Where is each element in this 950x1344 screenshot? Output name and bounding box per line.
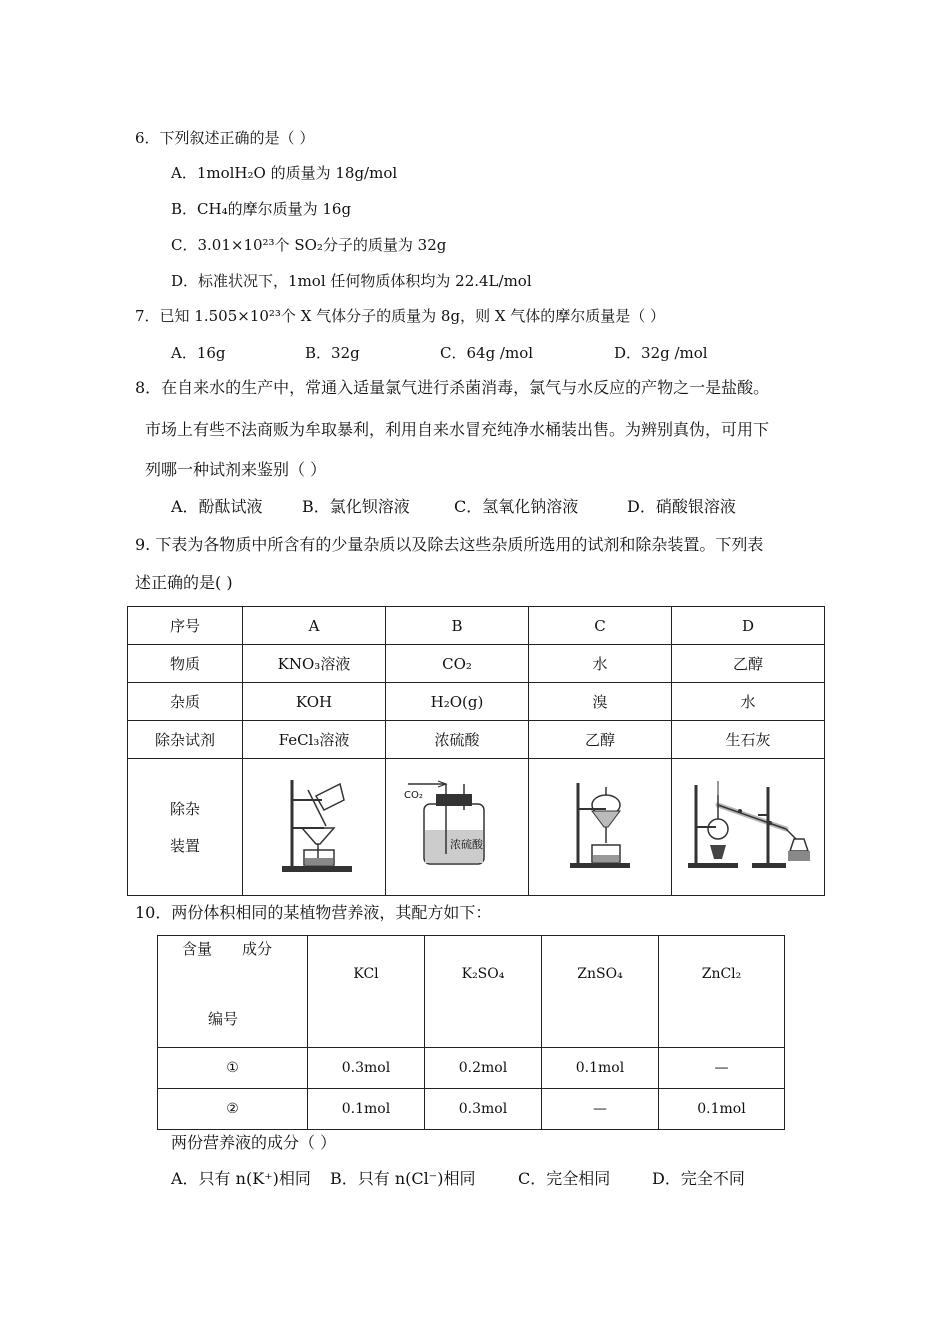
q10-cell: 0.1mol xyxy=(308,1089,425,1130)
q9-cell: 溴 xyxy=(529,683,672,721)
q10-cell: 0.2mol xyxy=(425,1048,542,1089)
q9-cell: 乙醇 xyxy=(672,645,825,683)
separatory-funnel-diagram xyxy=(550,775,650,875)
q9-row-apparatus xyxy=(128,759,825,896)
q6-option-d: D．标准状况下，1mol 任何物质体积均为 22.4L/mol xyxy=(171,272,532,290)
q6-stem: 6．下列叙述正确的是（ ） xyxy=(135,129,315,147)
q9-cell: KOH xyxy=(243,683,386,721)
co2-gas-label: CO₂ xyxy=(404,790,423,801)
q10-col-header: K₂SO₄ xyxy=(425,936,542,1048)
q9-line-2: 述正确的是( ) xyxy=(135,573,233,592)
q10-row-id: ② xyxy=(158,1089,308,1130)
q9-cell: H₂O(g) xyxy=(386,683,529,721)
q6-option-c: C．3.01×10²³个 SO₂分子的质量为 32g xyxy=(171,236,447,254)
q9-row-reagent xyxy=(128,721,825,759)
q9-header-cell: A xyxy=(243,607,386,645)
q10-cell: 0.3mol xyxy=(308,1048,425,1089)
q10-col-header: KCl xyxy=(308,936,425,1048)
q10-cell: 0.3mol xyxy=(425,1089,542,1130)
q9-row-substance xyxy=(128,645,825,683)
q10-cell: 0.1mol xyxy=(659,1089,785,1130)
q9-cell: 浓硫酸 xyxy=(386,721,529,759)
q8-line-2: 市场上有些不法商贩为牟取暴利，利用自来水冒充纯净水桶装出售。为辨别真伪，可用下 xyxy=(145,420,770,439)
q7-option-c: C．64g /mol xyxy=(440,344,534,362)
q9-cell: CO₂ xyxy=(386,645,529,683)
q8-option-d: D．硝酸银溶液 xyxy=(627,497,736,516)
q6-option-a: A．1molH₂O 的质量为 18g/mol xyxy=(171,164,398,182)
q9-apparatus-a xyxy=(243,759,386,896)
q9-row-impurity xyxy=(128,683,825,721)
q10-corner-number: 编号 xyxy=(208,1010,239,1028)
q10-cell: 0.1mol xyxy=(542,1048,659,1089)
q9-device-label-cell xyxy=(128,759,243,896)
filtration-apparatus-diagram xyxy=(264,770,364,880)
q9-line-1: 9. 下表为各物质中所含有的少量杂质以及除去这些杂质所选用的试剂和除杂装置。下列表 xyxy=(135,535,764,554)
q10-col-header: ZnCl₂ xyxy=(659,936,785,1048)
q10-follow: 两份营养液的成分（ ） xyxy=(171,1133,337,1152)
q9-cell: 物质 xyxy=(128,645,243,683)
q10-option-a: A．只有 n(K⁺)相同 xyxy=(171,1169,311,1188)
q10-stem: 10．两份体积相同的某植物营养液，其配方如下： xyxy=(135,903,492,922)
q9-apparatus-d xyxy=(672,759,825,896)
q7-stem: 7．已知 1.505×10²³个 X 气体分子的质量为 8g，则 X 气体的摩尔质量是（ ） xyxy=(135,307,666,325)
q9-cell: 乙醇 xyxy=(529,721,672,759)
q8-option-c: C．氢氧化钠溶液 xyxy=(454,497,579,516)
q9-header-cell: 序号 xyxy=(128,607,243,645)
q9-header-row xyxy=(128,607,825,645)
q9-cell: FeCl₃溶液 xyxy=(243,721,386,759)
gas-washing-bottle-diagram xyxy=(402,780,512,870)
q9-cell: 杂质 xyxy=(128,683,243,721)
q9-device-label-2: 装置 xyxy=(169,837,200,855)
q9-apparatus-c xyxy=(529,759,672,896)
q10-option-b: B．只有 n(Cl⁻)相同 xyxy=(330,1169,476,1188)
q8-line-3: 列哪一种试剂来鉴别（ ） xyxy=(145,460,327,479)
q10-row-1 xyxy=(158,1048,785,1089)
q10-corner-cell xyxy=(158,936,308,1048)
q9-cell: KNO₃溶液 xyxy=(243,645,386,683)
q7-option-d: D．32g /mol xyxy=(614,344,708,362)
q6-option-b: B．CH₄的摩尔质量为 16g xyxy=(171,200,352,218)
q10-table xyxy=(157,935,785,1130)
q10-corner-component: 成分 xyxy=(242,940,273,958)
q7-option-b: B．32g xyxy=(305,344,360,362)
q9-table xyxy=(127,606,825,896)
distillation-apparatus-diagram xyxy=(678,775,818,875)
q9-cell: 生石灰 xyxy=(672,721,825,759)
q10-cell: — xyxy=(659,1048,785,1089)
q8-line-1: 8．在自来水的生产中，常通入适量氯气进行杀菌消毒，氯气与水反应的产物之一是盐酸。 xyxy=(135,378,770,397)
q10-col-header: ZnSO₄ xyxy=(542,936,659,1048)
q9-header-cell: D xyxy=(672,607,825,645)
q9-header-cell: B xyxy=(386,607,529,645)
q9-device-label-1: 除杂 xyxy=(169,800,200,818)
q9-apparatus-b xyxy=(386,759,529,896)
q9-cell: 除杂试剂 xyxy=(128,721,243,759)
q7-option-a: A．16g xyxy=(171,344,226,362)
q9-cell: 水 xyxy=(672,683,825,721)
q10-corner-content: 含量 xyxy=(182,940,213,958)
q10-row-id: ① xyxy=(158,1048,308,1089)
q10-header-row xyxy=(158,936,785,1048)
q10-row-2 xyxy=(158,1089,785,1130)
q10-option-d: D．完全不同 xyxy=(652,1169,745,1188)
q9-cell: 水 xyxy=(529,645,672,683)
q10-option-c: C．完全相同 xyxy=(518,1169,611,1188)
q8-option-a: A．酚酞试液 xyxy=(171,497,263,516)
q8-option-b: B．氯化钡溶液 xyxy=(302,497,410,516)
q10-cell: — xyxy=(542,1089,659,1130)
q9-header-cell: C xyxy=(529,607,672,645)
sulfuric-acid-label: 浓硫酸 xyxy=(450,838,483,851)
